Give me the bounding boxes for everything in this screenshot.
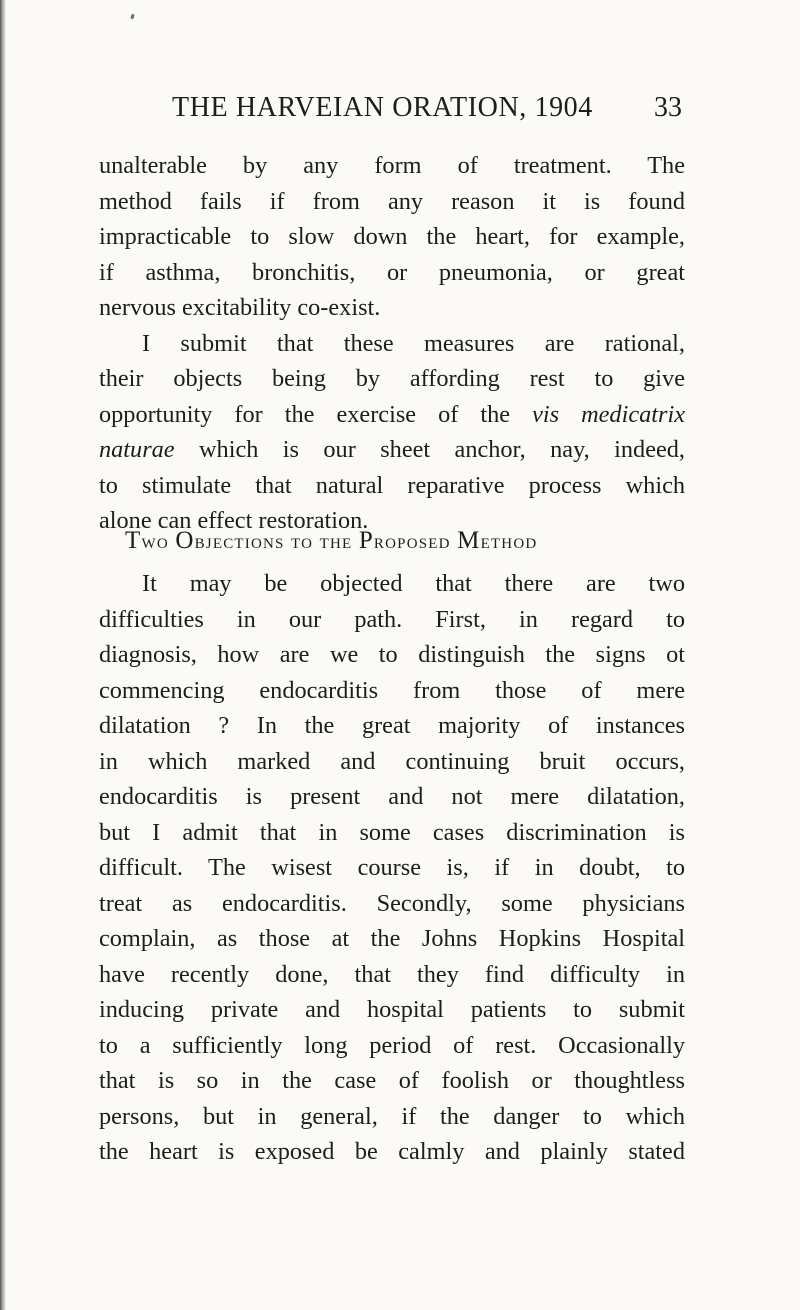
text-line: persons, but in general, if the danger to which	[99, 1102, 685, 1130]
text-line: method fails if from any reason it is found	[99, 187, 685, 215]
text-line: It may be objected that there are two	[142, 570, 685, 597]
text-line-with-italic	[99, 432, 685, 468]
paper-speck	[130, 14, 135, 20]
text-segment: which is our sheet anchor, nay, indeed,	[174, 436, 685, 463]
heading-initial: T	[125, 527, 142, 554]
page-binding-edge	[0, 0, 6, 1310]
text-line: difficult. The wisest course is, if in doubt, to	[99, 854, 685, 881]
text-line: diagnosis, how are we to distinguish the signs ot	[99, 641, 685, 668]
text-line: complain, as those at the Johns Hopkins Hospital	[99, 925, 685, 952]
text-line: commencing endocarditis from those of mere	[99, 676, 685, 704]
page-number: 33	[654, 92, 682, 123]
text-line: that is so in the case of foolish or thoughtless	[99, 1067, 685, 1094]
text-line: dilatation ? In the great majority of instances	[99, 712, 685, 739]
text-line: to stimulate that natural reparative process which	[99, 471, 685, 499]
text-line: if asthma, bronchitis, or pneumonia, or great	[99, 258, 685, 286]
text-line: in which marked and continuing bruit occurs,	[99, 747, 685, 775]
heading-part: wo	[141, 529, 176, 553]
text-line: the heart is exposed be calmly and plainly stated	[99, 1138, 685, 1165]
section-heading	[125, 527, 537, 555]
text-line: difficulties in our path. First, in regard to	[99, 605, 685, 633]
heading-initial: M	[457, 527, 481, 554]
text-line: to a sufficiently long period of rest. Occasionally	[99, 1031, 685, 1059]
text-line-with-italic	[99, 397, 685, 433]
page-header	[0, 92, 800, 132]
text-line: inducing private and hospital patients to submit	[99, 996, 685, 1023]
text-line: but I admit that in some cases discrimination is	[99, 818, 685, 846]
text-segment: opportunity for the exercise of the	[99, 400, 533, 428]
text-line: impracticable to slow down the heart, for example,	[99, 223, 685, 250]
latin-phrase: vis medicatrix	[532, 400, 685, 428]
text-line: treat as endocarditis. Secondly, some physicians	[99, 889, 685, 917]
heading-initial: P	[358, 527, 374, 554]
latin-phrase: naturae	[99, 436, 175, 463]
heading-part: bjections to the	[194, 529, 359, 553]
text-line: nervous excitability co-exist.	[99, 294, 381, 321]
running-head: THE HARVEIAN ORATION, 1904	[172, 92, 593, 123]
body-text-top	[99, 148, 685, 539]
heading-part: roposed	[373, 529, 458, 553]
text-line: their objects being by affording rest to give	[99, 365, 685, 392]
text-line: I submit that these measures are rational,	[142, 329, 685, 357]
text-line: alone can effect restoration.	[99, 507, 369, 534]
text-line: unalterable by any form of treatment. The	[99, 152, 685, 179]
heading-part: ethod	[480, 529, 538, 553]
body-text-bottom	[99, 566, 685, 1170]
text-line: have recently done, that they find difficulty in	[99, 960, 685, 988]
text-line: endocarditis is present and not mere dilatation,	[99, 783, 685, 810]
heading-initial: O	[175, 527, 195, 554]
